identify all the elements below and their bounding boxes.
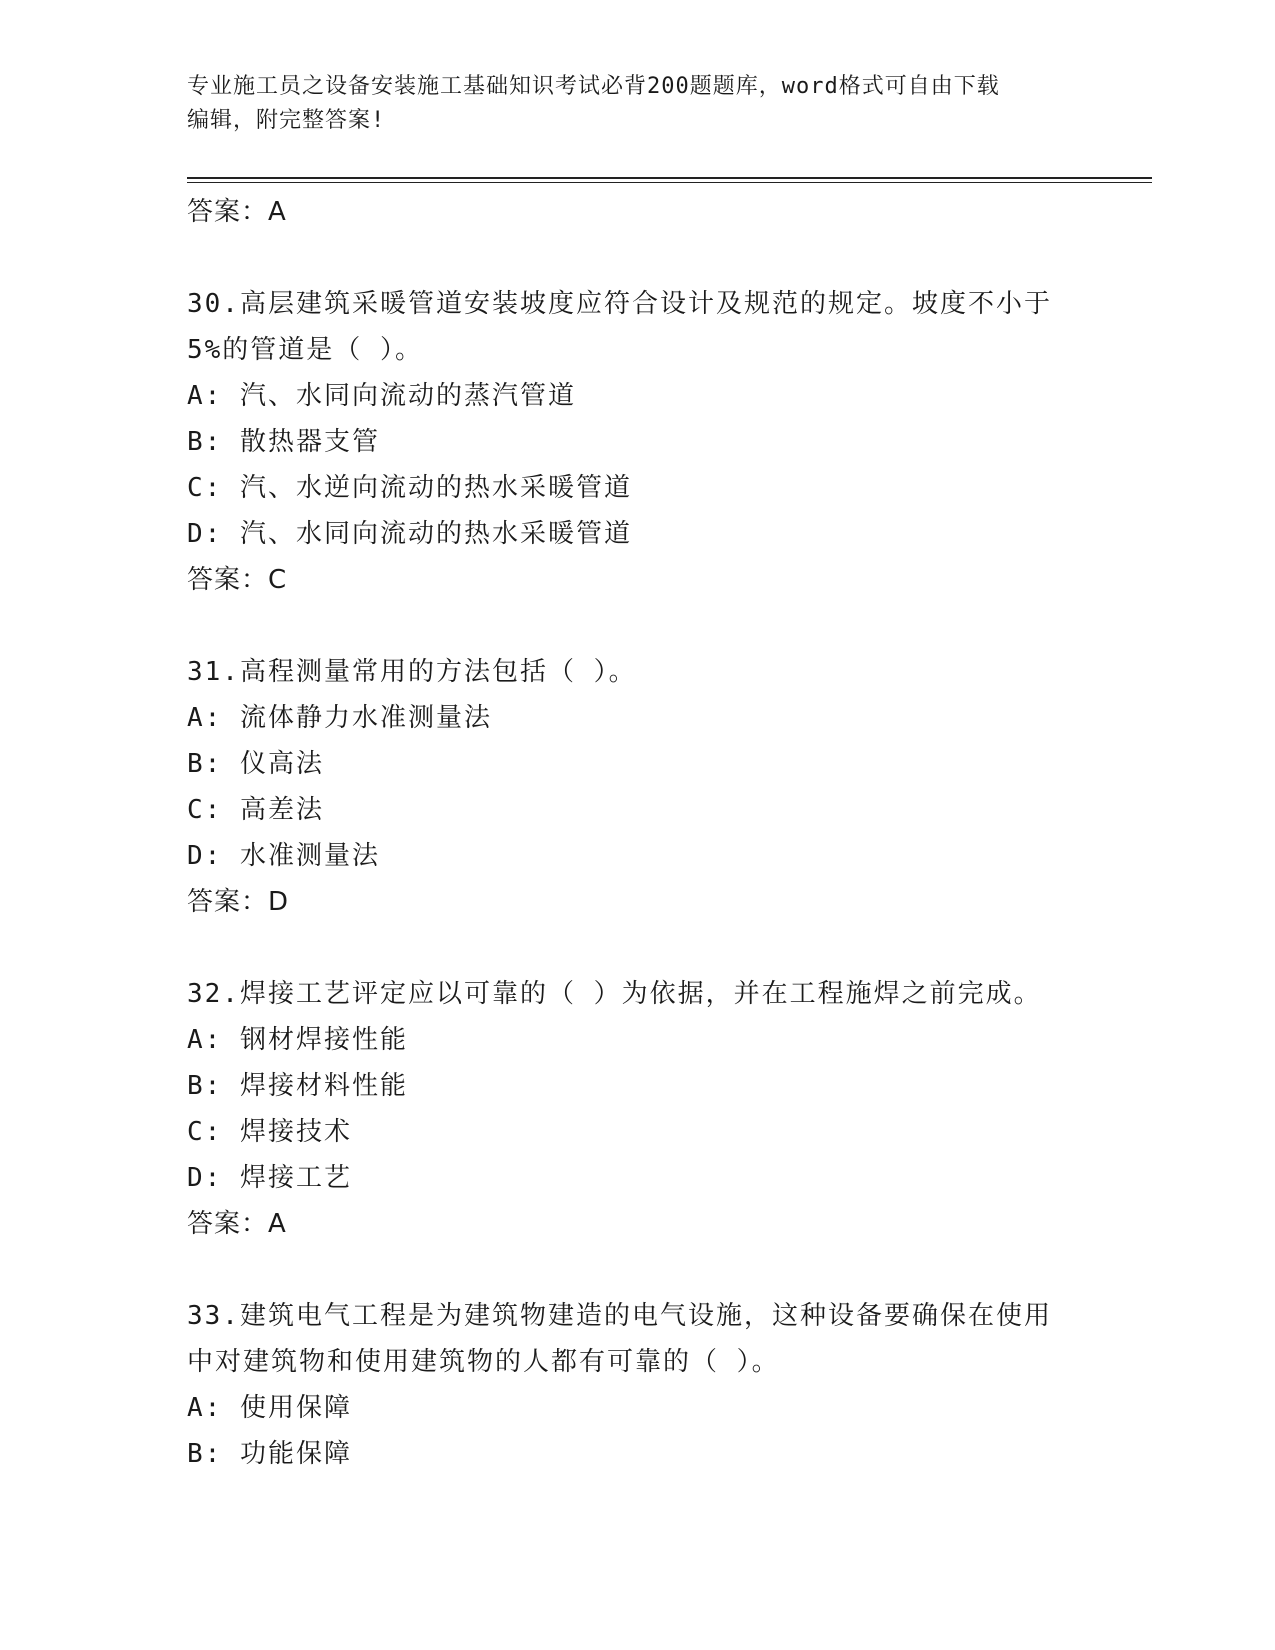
option-c: C: 焊接技术	[187, 1117, 352, 1147]
previous-answer: 答案：A	[187, 197, 287, 227]
answer-line: 答案：D	[187, 887, 290, 917]
spacer	[187, 1247, 1087, 1293]
question-block	[187, 649, 1087, 925]
option-d: D: 焊接工艺	[187, 1163, 352, 1193]
option-b: B: 仪高法	[187, 749, 324, 779]
option-c: C: 汽、水逆向流动的热水采暖管道	[187, 473, 632, 503]
option-a: A: 流体静力水准测量法	[187, 703, 492, 733]
option-b: B: 焊接材料性能	[187, 1071, 408, 1101]
header-divider-thick	[187, 177, 1152, 179]
question-text-continued: 5%的管道是（ ）。	[187, 335, 423, 365]
option-d: D: 水准测量法	[187, 841, 380, 871]
header-title-line-1: 专业施工员之设备安装施工基础知识考试必背200题题库，word格式可自由下载	[187, 74, 1000, 99]
document-header	[187, 70, 1077, 138]
question-block	[187, 281, 1087, 603]
option-a: A: 钢材焊接性能	[187, 1025, 408, 1055]
answer-line: 答案：A	[187, 1209, 287, 1239]
question-text: 30.高层建筑采暖管道安装坡度应符合设计及规范的规定。坡度不小于	[187, 289, 1052, 319]
spacer	[187, 925, 1087, 971]
option-a: A: 使用保障	[187, 1393, 352, 1423]
question-block	[187, 1293, 1087, 1477]
option-b: B: 功能保障	[187, 1439, 352, 1469]
spacer	[187, 235, 1087, 281]
answer-line: 答案：C	[187, 565, 288, 595]
question-text-continued: 中对建筑物和使用建筑物的人都有可靠的（ ）。	[187, 1347, 780, 1377]
header-title-line-2: 编辑，附完整答案!	[187, 108, 386, 133]
question-text: 31.高程测量常用的方法包括（ ）。	[187, 657, 637, 687]
option-d: D: 汽、水同向流动的热水采暖管道	[187, 519, 632, 549]
header-divider-thin	[187, 182, 1152, 183]
question-text: 33.建筑电气工程是为建筑物建造的电气设施，这种设备要确保在使用	[187, 1301, 1052, 1331]
question-text: 32.焊接工艺评定应以可靠的（ ）为依据，并在工程施焊之前完成。	[187, 979, 1042, 1009]
option-b: B: 散热器支管	[187, 427, 380, 457]
option-a: A: 汽、水同向流动的蒸汽管道	[187, 381, 576, 411]
option-c: C: 高差法	[187, 795, 324, 825]
question-block	[187, 971, 1087, 1247]
spacer	[187, 603, 1087, 649]
question-list	[187, 189, 1087, 1477]
